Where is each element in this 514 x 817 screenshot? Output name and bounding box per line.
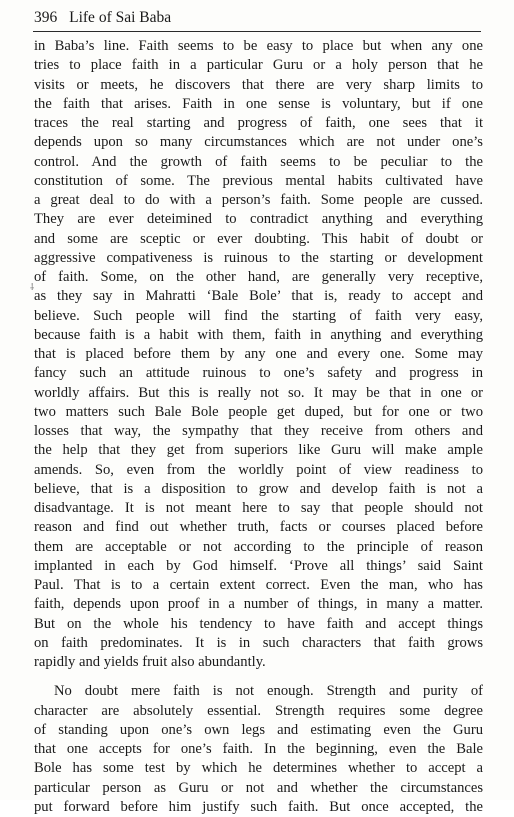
text-line: and some are sceptic or ever doubting. This habit of doubt or <box>34 230 483 247</box>
text-line: reason and find out whether truth, facts or courses placed before <box>34 519 483 536</box>
text-line: disadvantage. It is not meant here to say that people should not <box>34 500 483 516</box>
text-line: rapidly and yields fruit also abundantly. <box>34 654 266 670</box>
text-line: a great deal to do with a person’s faith. Some people are cussed. <box>34 192 483 208</box>
text-line: losses that way, the sympathy that they receive from others and <box>34 423 483 439</box>
text-line: But on the whole his tendency to have faith and accept things <box>34 615 483 632</box>
text-line: put forward before him justify such faith. But once accepted, the <box>34 798 483 815</box>
text-line: as they say in Mahratti ‘Bale Bole’ that is, ready to accept and <box>34 288 483 305</box>
text-line: No doubt mere faith is not enough. Strength and purity of <box>54 683 483 700</box>
text-line: of standing upon one’s own legs and estimating even the Guru <box>34 721 483 738</box>
text-line: They are ever deteimined to contradict anything and everything <box>34 211 483 228</box>
text-line: faith, depends upon proof in a number of things, in many a matter. <box>34 596 483 613</box>
text-line: amends. So, even from the worldly point of view readiness to <box>34 461 483 478</box>
text-line: on faith predominates. It is in such characters that faith grows <box>34 634 483 651</box>
text-line: because faith is a habit with them, faith in anything and everything <box>34 326 483 343</box>
text-line: control. And the growth of faith seems to be peculiar to the <box>34 153 483 170</box>
text-line: believe. Such people will find the starting of faith very easy, <box>34 307 483 324</box>
text-line: particular person as Guru or not and whether the circumstances <box>34 779 483 796</box>
text-line: worldly affairs. But this is really not so. It may be that in one or <box>34 384 483 401</box>
running-header <box>34 6 494 30</box>
page-number: 396 <box>34 9 58 26</box>
text-line: visits or meets, he discovers that there are very sharp limits to <box>34 76 483 93</box>
text-line: the faith that arises. Faith in one sense is voluntary, but if one <box>34 95 483 112</box>
text-line: that one accepts for one’s faith. In the beginning, even the Bale <box>34 741 483 757</box>
text-line: traces the real starting and progress of faith, one sees that it <box>34 115 483 131</box>
text-line: of faith. Some, on the other hand, are generally very receptive, <box>34 269 483 285</box>
text-line: character are absolutely essential. Strength requires some degree <box>34 702 483 719</box>
paragraph-2 <box>34 682 483 817</box>
text-line: aggressive compativeness is ruinous to the starting or development <box>34 249 483 266</box>
text-line: believe, that is a disposition to grow and develop faith is not a <box>34 480 483 497</box>
text-line: two matters such Bale Bole people get duped, but for one or two <box>34 403 483 420</box>
text-line: them are acceptable or not according to the principle of reason <box>34 538 483 555</box>
text-line: that is placed before them by any one and every one. Some may <box>34 346 483 362</box>
text-line: the help that they get from superiors like Guru will make ample <box>34 442 483 459</box>
text-line: Bole has some test by which he determines whether to accept a <box>34 760 483 777</box>
text-line: constitution of some. The previous mental habits cultivated have <box>34 172 483 189</box>
text-line: in Baba’s line. Faith seems to be easy to place but when any one <box>34 38 483 54</box>
page-body <box>34 37 483 817</box>
text-line: Paul. That is to a certain extent correct. Even the man, who has <box>34 577 483 593</box>
stray-mark: ⸸ <box>30 282 35 292</box>
paragraph-1 <box>34 37 483 672</box>
header-rule <box>33 31 481 32</box>
text-line: depends upon so many circumstances which are not under one’s <box>34 134 483 151</box>
text-line: fancy such an attitude ruinous to one’s safety and progress in <box>34 365 483 382</box>
text-line: tries to place faith in a particular Guru or a holy person that he <box>34 57 483 74</box>
text-line: implanted in each by God himself. ‘Prove all things’ said Saint <box>34 557 483 574</box>
running-title: Life of Sai Baba <box>69 9 172 26</box>
